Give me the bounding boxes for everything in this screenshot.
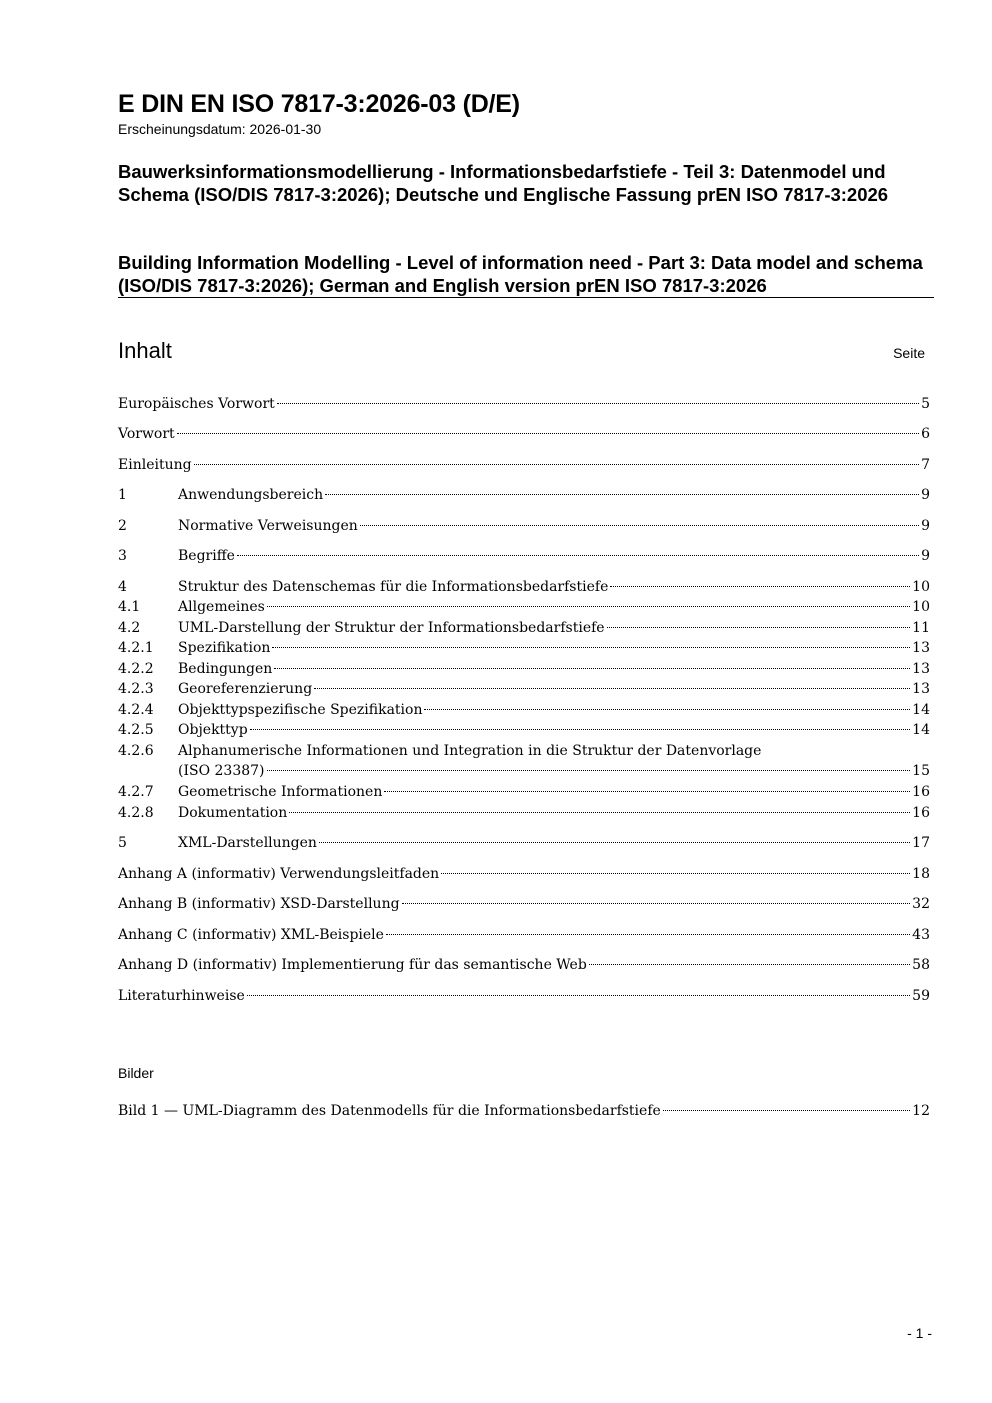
toc-entry-number: 4.2.2: [118, 661, 154, 677]
toc-entry[interactable]: [118, 455, 930, 475]
toc-entry-page: 13: [912, 640, 930, 656]
dot-leader: [267, 770, 911, 771]
toc-entry-number: 4.2.7: [118, 784, 154, 800]
toc-entry-number: 4.2.4: [118, 702, 154, 718]
toc-entry-number: 4.2: [118, 620, 141, 636]
toc-entry-label: Bild 1 — UML-Diagramm des Datenmodells für die Informationsbedarfstiefe: [118, 1103, 661, 1119]
dot-leader: [237, 555, 919, 556]
toc-entry-page: 7: [921, 457, 930, 473]
dot-leader: [424, 709, 910, 710]
toc-page-label: Seite: [893, 345, 925, 361]
toc-entry-label: Objekttypspezifische Spezifikation: [178, 702, 423, 718]
toc-entry-page: 9: [921, 548, 930, 564]
toc-entry-number: 4: [118, 579, 127, 595]
dot-leader: [289, 812, 910, 813]
toc-entry-number: 2: [118, 518, 127, 534]
toc-entry-page: 58: [912, 957, 930, 973]
toc-entry-label: Geometrische Informationen: [178, 784, 383, 800]
toc-entry-label: Georeferenzierung: [178, 681, 313, 697]
toc-entry[interactable]: [118, 424, 930, 444]
dot-leader: [360, 525, 919, 526]
toc-entry-label: Anhang A (informativ) Verwendungsleitfaden: [118, 866, 440, 882]
toc-entry-label: UML-Darstellung der Struktur der Informationsbedarfstiefe: [178, 620, 605, 636]
toc-entry-label: Begriffe: [178, 548, 235, 564]
toc-entry-page: 12: [912, 1103, 930, 1119]
toc-entry-page: 9: [921, 487, 930, 503]
toc-entry[interactable]: [118, 741, 930, 783]
toc-entry-number: 4.2.6: [118, 743, 154, 759]
toc-entry-label: Vorwort: [118, 426, 175, 442]
toc-entry[interactable]: [118, 700, 930, 720]
toc-entry-page: 14: [912, 702, 930, 718]
toc-entry-label: Allgemeines: [178, 599, 265, 615]
dot-leader: [177, 433, 919, 434]
toc-entry-page: 16: [912, 805, 930, 821]
dot-leader: [250, 729, 911, 730]
dot-leader: [402, 903, 911, 904]
toc-entry-page: 5: [921, 396, 930, 412]
toc-entry-page: 43: [912, 927, 930, 943]
toc-entry-page: 9: [921, 518, 930, 534]
dot-leader: [267, 606, 910, 607]
toc-entry-page: 16: [912, 784, 930, 800]
toc-entry-label: Anhang C (informativ) XML-Beispiele: [118, 927, 384, 943]
toc-entry[interactable]: [118, 577, 930, 597]
dot-leader: [319, 842, 910, 843]
toc-entry-label: Literaturhinweise: [118, 988, 245, 1004]
toc-entry-page: 6: [921, 426, 930, 442]
toc-entry-page: 59: [912, 988, 930, 1004]
release-date: Erscheinungsdatum: 2026-01-30: [118, 121, 322, 137]
toc-entry-page: 18: [912, 866, 930, 882]
dot-leader: [274, 668, 910, 669]
dot-leader: [384, 791, 910, 792]
toc-entry[interactable]: [118, 618, 930, 638]
toc-entry-number: 3: [118, 548, 127, 564]
toc-entry-page: 13: [912, 681, 930, 697]
toc-heading: Inhalt: [118, 338, 172, 363]
dot-leader: [386, 934, 910, 935]
toc-entry-page: 15: [912, 763, 930, 779]
toc-entry-label: Normative Verweisungen: [178, 518, 358, 534]
title-german: Bauwerksinformationsmodellierung - Informationsbedarfstiefe - Teil 3: Datenmodel und Schema (ISO/DIS 7817-3:2026); Deutsche und Englische Fassung prEN ISO 7817-3:2026: [118, 161, 889, 205]
dot-leader: [441, 873, 910, 874]
toc-entry-number: 1: [118, 487, 127, 503]
toc-entry[interactable]: [118, 597, 930, 617]
document-id: E DIN EN ISO 7817-3:2026-03 (D/E): [118, 90, 520, 118]
toc-entry-page: 11: [912, 620, 930, 636]
toc-entry-page: 13: [912, 661, 930, 677]
toc-entry-label: Europäisches Vorwort: [118, 396, 275, 412]
toc-entry-label: Einleitung: [118, 457, 192, 473]
toc-entry-page: 32: [912, 896, 930, 912]
dot-leader: [314, 688, 910, 689]
toc-entry-label: Bedingungen: [178, 661, 273, 677]
toc-entry-number: 5: [118, 835, 127, 851]
toc-entry[interactable]: [118, 894, 930, 914]
toc-entry-number: 4.1: [118, 599, 141, 615]
dot-leader: [607, 627, 911, 628]
toc-entry-label: Objekttyp: [178, 722, 248, 738]
dot-leader: [272, 647, 910, 648]
toc-entry[interactable]: [118, 638, 930, 658]
toc-entry-label: Anhang B (informativ) XSD-Darstellung: [118, 896, 400, 912]
toc-entry[interactable]: [118, 546, 930, 566]
toc-entry-page: 10: [912, 599, 930, 615]
toc-entry-label: Dokumentation: [178, 805, 288, 821]
toc-entry-page: 10: [912, 579, 930, 595]
toc-entry-label: XML-Darstellungen: [178, 835, 317, 851]
toc-entry-label: Spezifikation: [178, 640, 271, 656]
toc-entry[interactable]: [118, 394, 930, 414]
toc-entry-number: 4.2.8: [118, 805, 154, 821]
toc-entry-number: 4.2.3: [118, 681, 154, 697]
dot-leader: [277, 403, 919, 404]
toc-entry[interactable]: [118, 679, 930, 699]
toc-entry[interactable]: [118, 986, 930, 1006]
figure-entry[interactable]: [118, 1101, 930, 1121]
dot-leader: [610, 586, 910, 587]
dot-leader: [589, 964, 910, 965]
dot-leader: [247, 995, 910, 996]
toc-entry[interactable]: [118, 864, 930, 884]
title-english: Building Information Modelling - Level of information need - Part 3: Data model and schema (ISO/DIS 7817-3:2026); German and English version prEN ISO 7817-3:2026: [118, 252, 923, 296]
toc-entry[interactable]: [118, 925, 930, 945]
title-divider: [118, 297, 934, 298]
toc-entry-label: Anhang D (informativ) Implementierung für das semantische Web: [118, 957, 587, 973]
toc-entry-label: Anwendungsbereich: [178, 487, 324, 503]
toc-entry[interactable]: [118, 803, 930, 823]
toc-entry-page: 14: [912, 722, 930, 738]
page-number: - 1 -: [907, 1325, 932, 1341]
toc-entry[interactable]: [118, 516, 930, 536]
toc-entry-label-continued: (ISO 23387): [178, 763, 265, 779]
toc-entry[interactable]: [118, 782, 930, 802]
figures-heading: Bilder: [118, 1065, 154, 1081]
toc-entry-number: 4.2.5: [118, 722, 154, 738]
dot-leader: [194, 464, 920, 465]
dot-leader: [663, 1110, 910, 1111]
toc-entry-label: Alphanumerische Informationen und Integration in die Struktur der Datenvorlage: [178, 743, 762, 759]
toc-entry[interactable]: [118, 720, 930, 740]
toc-entry-label: Struktur des Datenschemas für die Informationsbedarfstiefe: [178, 579, 609, 595]
dot-leader: [325, 494, 919, 495]
toc-entry[interactable]: [118, 833, 930, 853]
toc-entry[interactable]: [118, 659, 930, 679]
toc-entry[interactable]: [118, 485, 930, 505]
toc-entry[interactable]: [118, 955, 930, 975]
toc-entry-page: 17: [912, 835, 930, 851]
toc-entry-number: 4.2.1: [118, 640, 154, 656]
